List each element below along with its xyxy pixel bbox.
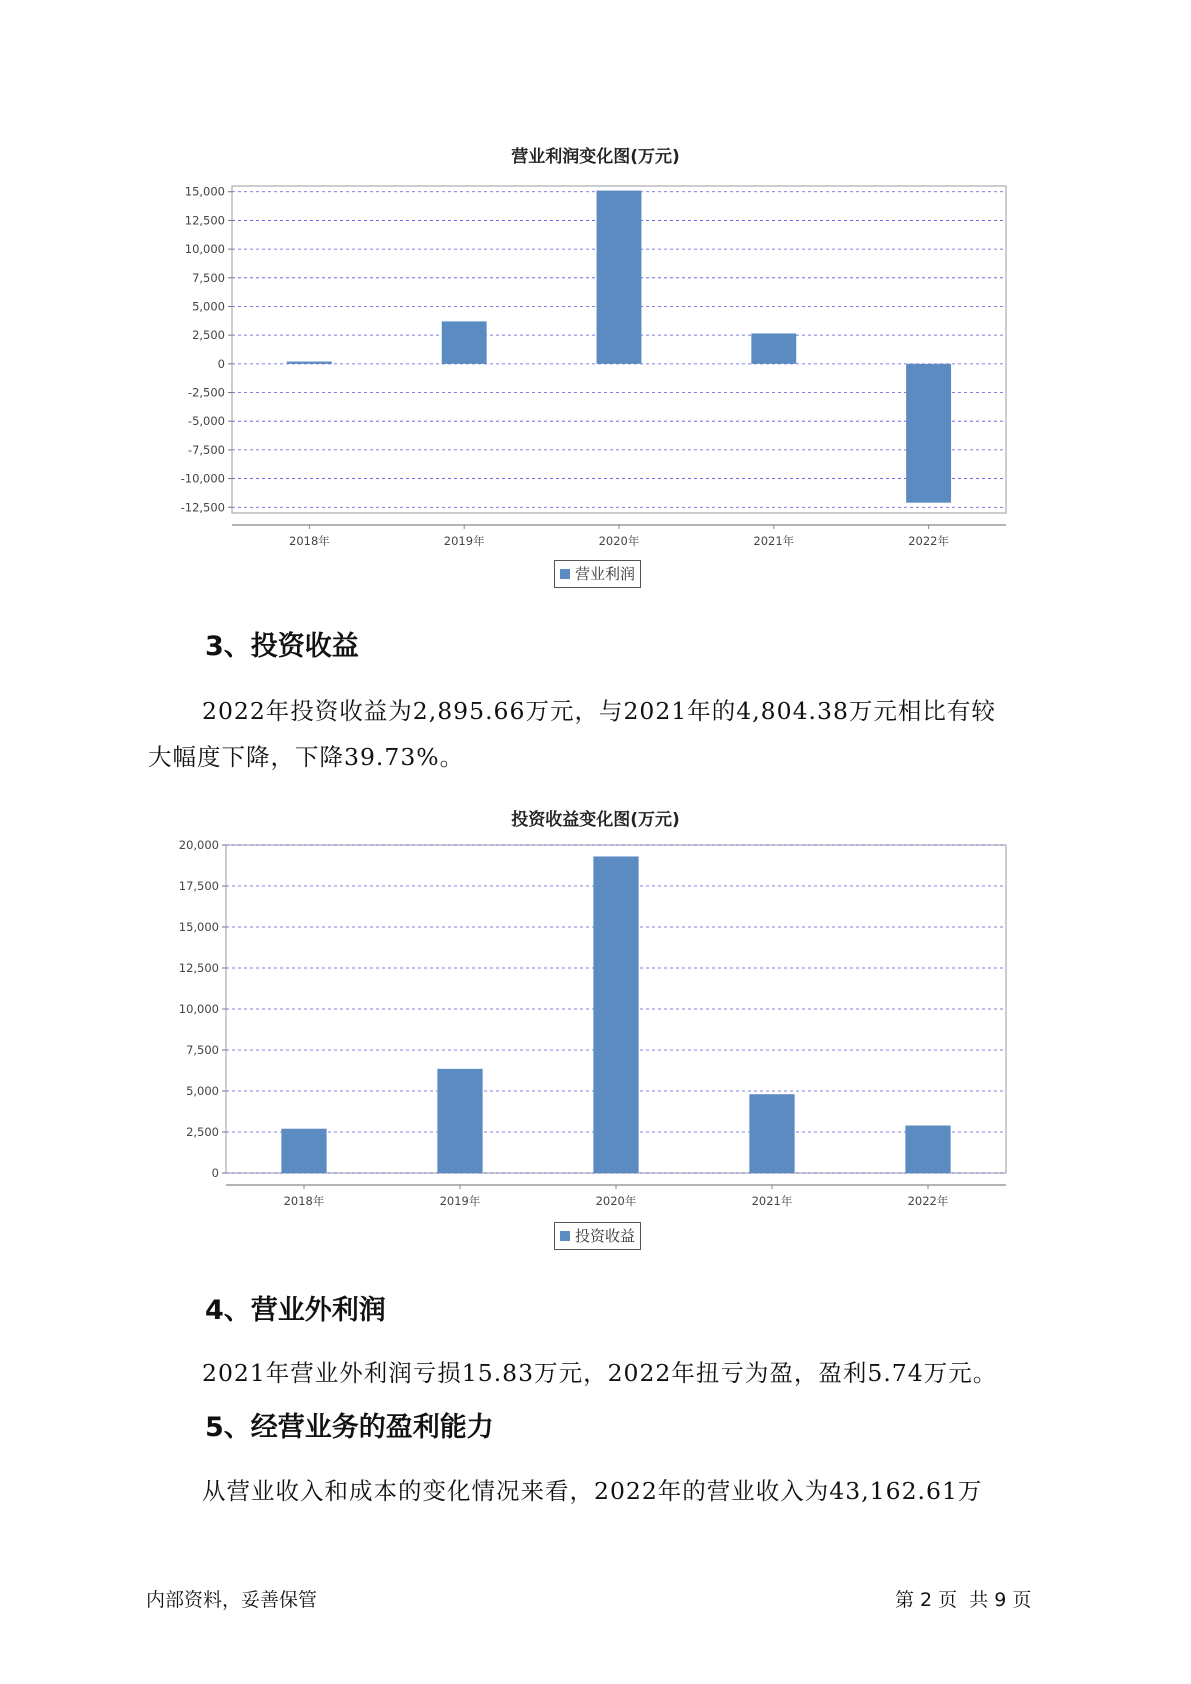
chart1-ytick-label: -5,000 [187, 414, 225, 429]
chart1-ytick-label: 2,500 [192, 328, 225, 343]
chart1-ytick-label: 5,000 [192, 299, 225, 314]
chart2-ytick-label: 10,000 [178, 1002, 219, 1016]
chart2-bar [437, 1069, 482, 1173]
section4-heading: 4、营业外利润 [205, 1295, 386, 1326]
chart1-xtick-label: 2020年 [598, 534, 640, 548]
chart2-ytick-label: 20,000 [178, 838, 219, 852]
chart1-ytick-label: -10,000 [180, 471, 225, 486]
chart2-legend-swatch [560, 1231, 570, 1241]
chart1-ytick-label: 7,500 [192, 270, 225, 285]
chart1-xtick-label: 2021年 [753, 534, 795, 548]
chart2-ytick-label: 15,000 [178, 920, 219, 934]
chart1-xtick-label: 2022年 [908, 534, 949, 548]
chart2-title: 投资收益变化图(万元) [511, 810, 680, 830]
chart1-ytick-label: -12,500 [180, 500, 225, 515]
chart2-bar [593, 856, 638, 1173]
section5-heading: 5、经营业务的盈利能力 [205, 1412, 494, 1443]
section4-para: 2021年营业外利润亏损15.83万元，2022年扭亏为盈，盈利5.74万元。 [202, 1359, 998, 1387]
chart2-ytick-label: 0 [211, 1166, 219, 1180]
chart2-bar [281, 1129, 326, 1173]
chart2-xtick-label: 2018年 [283, 1194, 325, 1208]
chart1-legend-label: 营业利润 [575, 565, 636, 583]
chart1-ytick-label: -2,500 [187, 385, 225, 400]
chart2-ytick-label: 12,500 [178, 961, 219, 975]
chart1-ytick-label: -7,500 [187, 442, 225, 457]
chart1-xtick-label: 2019年 [443, 534, 485, 548]
chart2-ytick-label: 5,000 [186, 1084, 219, 1098]
chart1-title: 营业利润变化图(万元) [511, 147, 680, 167]
footer-left: 内部资料，妥善保管 [146, 1589, 318, 1611]
chart2-legend [554, 1222, 641, 1250]
chart2-ytick-label: 7,500 [186, 1043, 219, 1057]
chart2-legend-label: 投资收益 [575, 1227, 636, 1245]
chart2-bar [749, 1094, 794, 1173]
footer-page-number: 第 2 页 共 9 页 [895, 1589, 1032, 1611]
section3-para-line1: 2022年投资收益为2,895.66万元，与2021年的4,804.38万元相比有较 [202, 697, 996, 725]
chart2-xtick-label: 2021年 [751, 1194, 793, 1208]
chart1-xtick-label: 2018年 [289, 534, 330, 548]
section3-para-line2: 大幅度下降，下降39.73%。 [148, 743, 465, 771]
chart1-ytick-label: 15,000 [184, 184, 225, 199]
chart2-ytick-label: 2,500 [186, 1125, 219, 1139]
chart2-ytick-label: 17,500 [178, 879, 219, 893]
chart1-ytick-label: 0 [217, 356, 225, 371]
chart1-ytick-label: 10,000 [184, 242, 225, 257]
chart2-bar [905, 1126, 950, 1173]
section5-para: 从营业收入和成本的变化情况来看，2022年的营业收入为43,162.61万 [202, 1477, 983, 1505]
chart2-xtick-label: 2022年 [907, 1194, 949, 1208]
chart1-ytick-label: 12,500 [184, 213, 225, 228]
chart2-xtick-label: 2019年 [439, 1194, 481, 1208]
section3-heading: 3、投资收益 [205, 631, 359, 662]
chart2-xtick-label: 2020年 [595, 1194, 637, 1208]
